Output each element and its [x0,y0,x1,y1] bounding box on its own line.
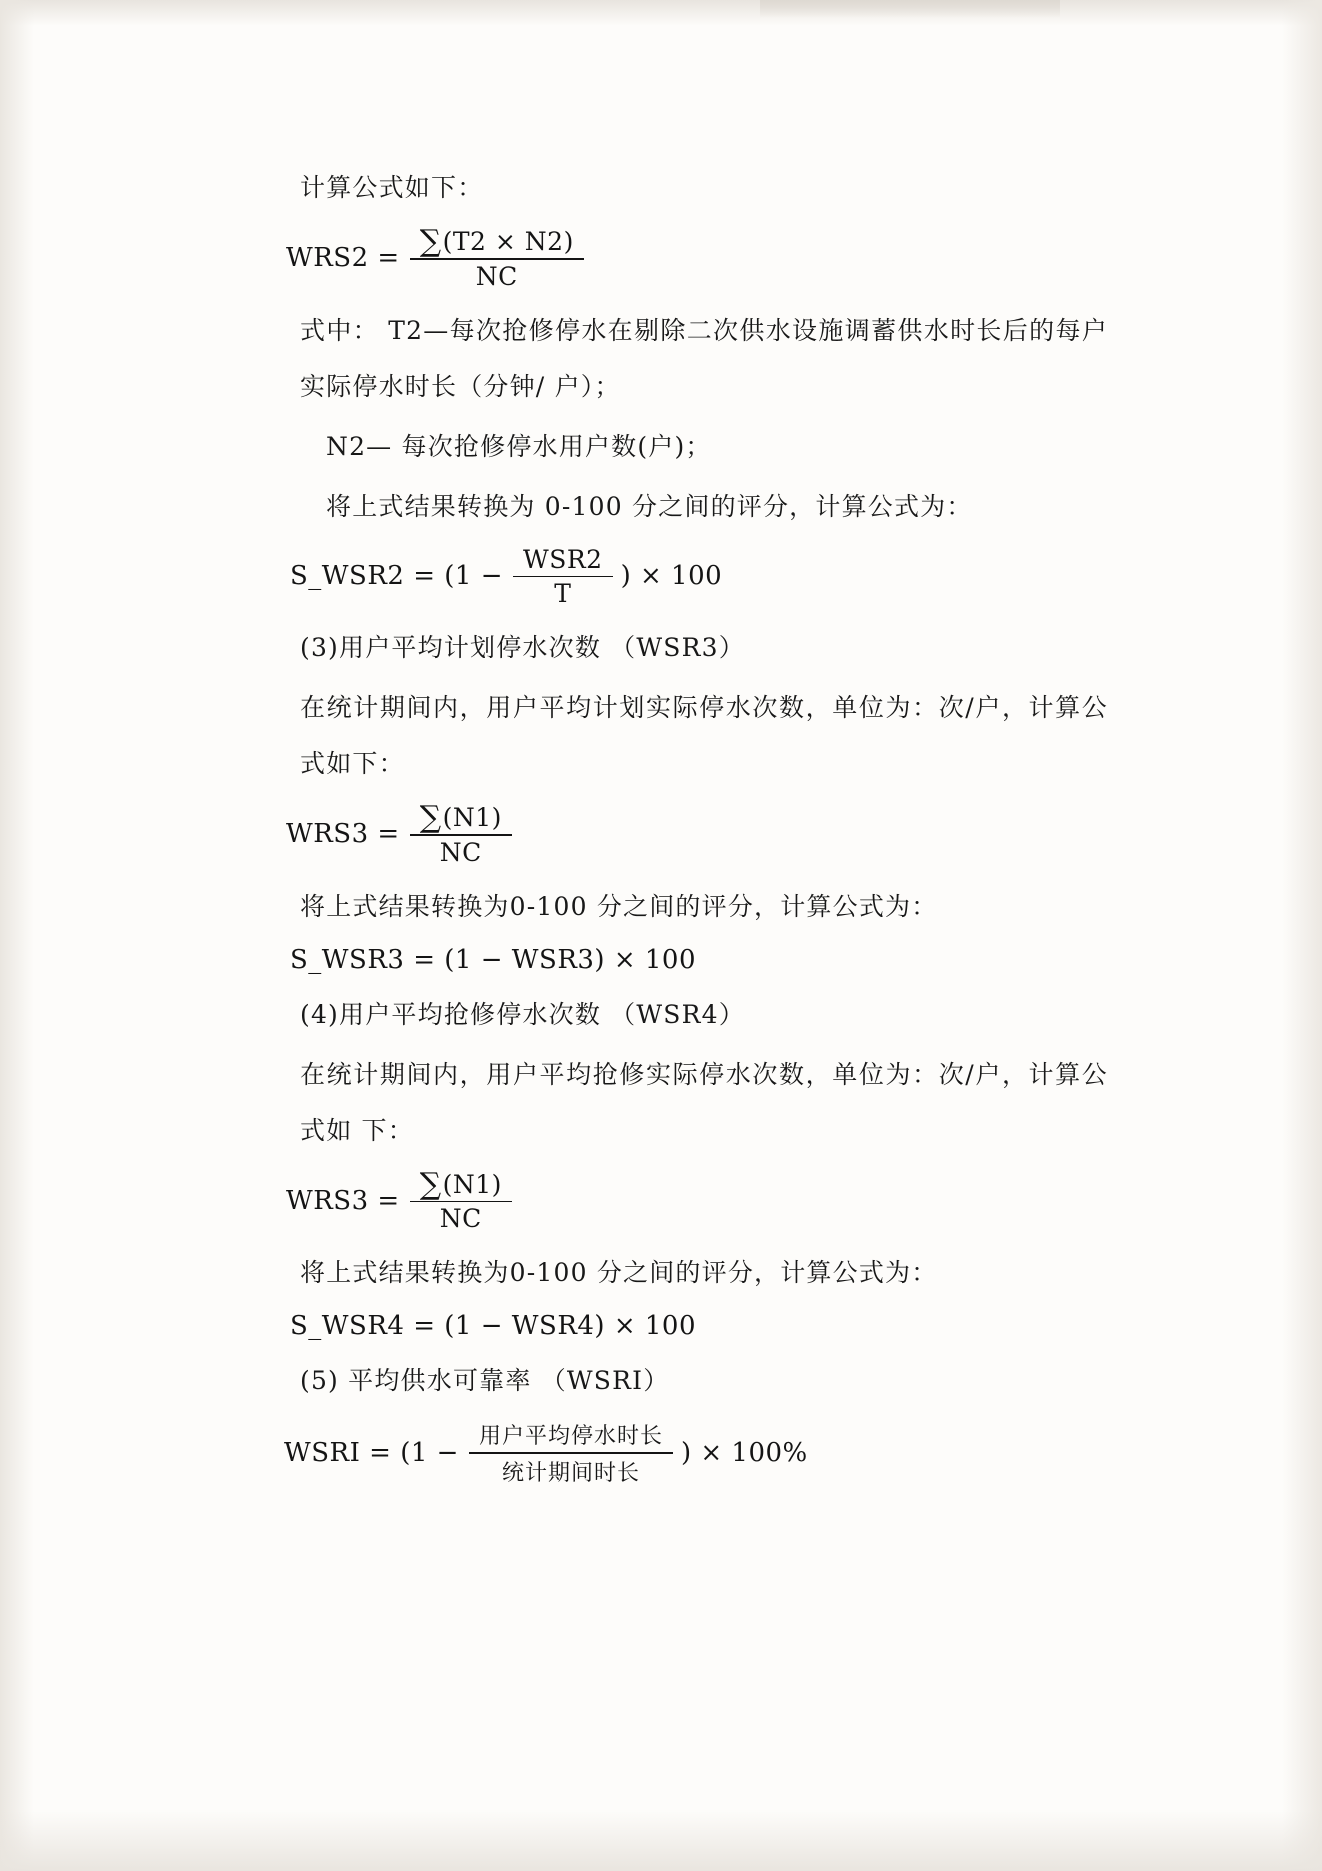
formula-wrs2-denominator: NC [475,261,518,291]
formula-wrs3-a-numerator-text: (N1) [442,803,502,833]
paragraph-item5-title: (5) 平均供水可靠率 （WSRI） [300,1366,670,1396]
paragraph-item4-body: 在统计期间内，用户平均抢修实际停水次数，单位为：次/户，计算公式如 下： [300,1059,1108,1145]
formula-wsri-denominator: 统计期间时长 [501,1460,640,1486]
formula-wrs2-fraction [410,226,584,291]
formula-wsri-fraction [469,1419,673,1487]
paragraph-convert-score-b: 将上式结果转换为0-100 分之间的评分，计算公式为： [300,891,938,921]
formula-wrs3-b-denominator: NC [439,1204,482,1234]
sigma-icon: ∑ [419,224,442,259]
formula-wrs3-b-numerator [410,1166,512,1202]
scan-shadow-left [0,0,34,1871]
formula-s-wsr2-fraction [513,545,613,609]
paragraph-item3-body: 在统计期间内，用户平均计划实际停水次数，单位为：次/户，计算公式如下： [300,693,1108,779]
formula-s-wsr2-numerator: WSR2 [523,544,603,574]
formula-wrs3-a-numerator [410,802,512,834]
formula-wrs3-a-fraction [410,802,512,867]
sigma-icon: ∑ [419,800,442,836]
formula-s-wsr2 [248,545,1108,609]
formula-wrs3-b-numerator-text: (N1) [442,1169,502,1199]
formula-s-wsr4-text: S_WSR4 = (1 − WSR4) × 100 [290,1311,697,1342]
formula-wsri-numerator: 用户平均停水时长 [478,1424,663,1450]
paragraph-where-t2: 式中： T2—每次抢修停水在剔除二次供水设施调蓄供水时长后的每户实际停水时长（分钟/ 户）； [300,315,1108,401]
formula-wrs3-a-denominator: NC [439,837,482,867]
formula-wrs3-b-fraction [410,1166,512,1234]
formula-s-wsr3-text: S_WSR3 = (1 − WSR3) × 100 [290,944,697,975]
formula-s-wsr3 [248,945,1108,975]
scan-shadow-right [1282,0,1322,1871]
formula-wsri-tail: ) × 100% [680,1438,808,1469]
formula-wrs3-a [248,802,1108,867]
formula-wrs2-numerator-text: (T2 × N2) [442,227,574,256]
document-body [248,160,1108,1499]
scan-shadow-top [0,0,1322,26]
formula-wsri-lhs: WSRI = (1 − [284,1438,459,1469]
formula-wrs2-numerator [410,226,584,258]
formula-wrs2 [248,226,1108,291]
formula-s-wsr4 [248,1311,1108,1341]
formula-s-wsr2-tail: ) × 100 [620,561,723,592]
paragraph-item3-title: (3)用户平均计划停水次数 （WSR3） [300,633,745,663]
formula-wrs3-b-lhs: WRS3 = [286,1186,400,1217]
scan-shadow-bottom [0,1811,1322,1871]
paragraph-convert-score-c: 将上式结果转换为0-100 分之间的评分，计算公式为： [300,1258,938,1288]
formula-s-wsr2-denominator: T [554,579,572,609]
paragraph-item4-title: (4)用户平均抢修停水次数 （WSR4） [300,999,745,1029]
paragraph-calc-formula-intro: 计算公式如下： [300,173,484,202]
paragraph-n2: N2— 每次抢修停水用户数(户)； [326,431,712,461]
formula-wrs2-lhs: WRS2 = [286,243,400,274]
formula-wsri [248,1419,1108,1487]
scan-shadow-blotch [760,0,1060,18]
paragraph-convert-score-a: 将上式结果转换为 0-100 分之间的评分，计算公式为： [326,491,973,521]
formula-s-wsr2-lhs: S_WSR2 = (1 − [290,561,504,592]
formula-wrs3-b [248,1166,1108,1234]
formula-wrs3-a-lhs: WRS3 = [286,819,400,850]
sigma-icon: ∑ [419,1166,442,1202]
